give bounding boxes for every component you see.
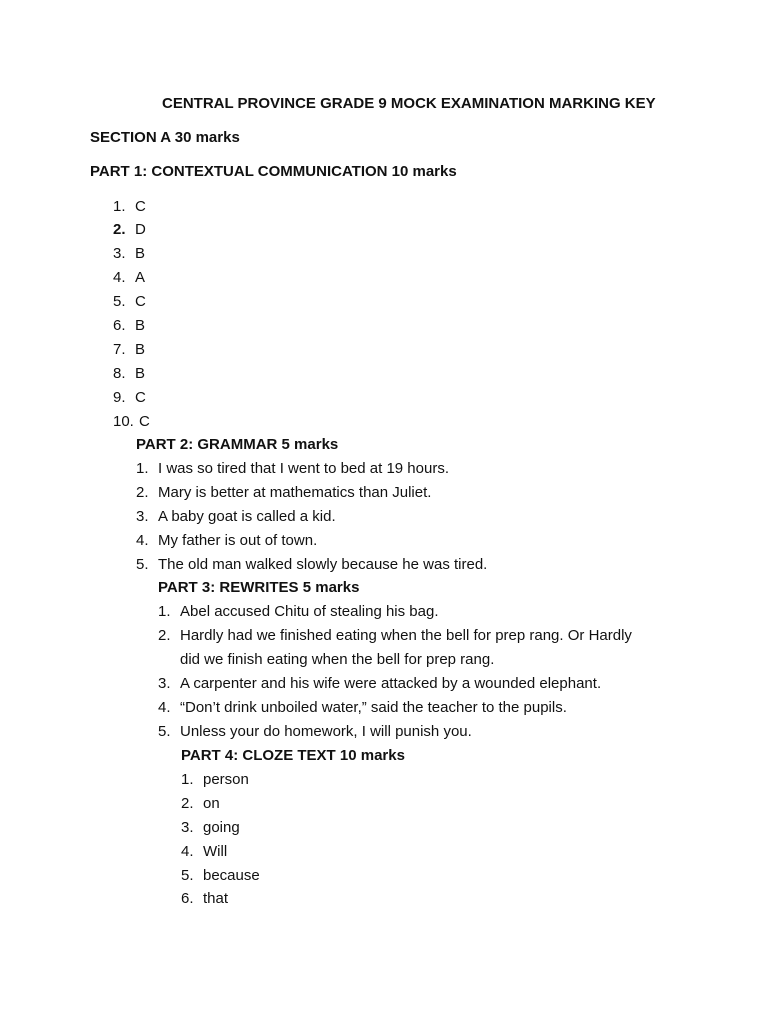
item-number: 4.	[158, 699, 171, 716]
list-item	[113, 244, 145, 264]
item-answer: because	[203, 867, 260, 884]
item-answer: B	[135, 365, 146, 382]
item-answer: B	[135, 317, 146, 334]
list-item	[181, 842, 227, 862]
list-item	[158, 602, 439, 622]
item-number: 4.	[113, 269, 126, 286]
item-answer: that	[203, 890, 229, 907]
item-number: 3.	[113, 245, 126, 262]
list-item	[158, 674, 601, 694]
list-item	[158, 722, 472, 742]
part3-heading: PART 3: REWRITES 5 marks	[158, 579, 360, 596]
list-item	[113, 340, 145, 360]
item-number: 3.	[136, 508, 149, 525]
item-answer: The old man walked slowly because he was tired.	[158, 556, 488, 573]
item-answer: C	[135, 198, 146, 215]
list-item	[181, 770, 249, 790]
list-item	[181, 866, 260, 886]
list-item	[136, 459, 449, 479]
list-item	[113, 388, 146, 408]
item-answer: B	[135, 245, 146, 262]
list-item	[181, 818, 240, 838]
item-number: 5.	[158, 723, 171, 740]
item-number: 9.	[113, 389, 126, 406]
item-number: 3.	[158, 675, 171, 692]
item-answer: A	[135, 269, 146, 286]
item-answer: Mary is better at mathematics than Juliet.	[158, 484, 432, 501]
list-item	[136, 483, 431, 503]
item-answer: I was so tired that I went to bed at 19 hours.	[158, 460, 449, 477]
item-number: 1.	[158, 603, 171, 620]
item-number: 1.	[113, 198, 126, 215]
list-item	[136, 555, 487, 575]
item-number: 4.	[136, 532, 149, 549]
item-answer: A carpenter and his wife were attacked by a wounded elephant.	[180, 675, 602, 692]
list-item	[181, 794, 220, 814]
item-answer: Unless your do homework, I will punish you.	[180, 723, 472, 740]
item-answer: Hardly had we finished eating when the bell for prep rang. Or Hardly	[180, 627, 632, 644]
document-title: CENTRAL PROVINCE GRADE 9 MOCK EXAMINATION MARKING KEY	[162, 95, 656, 112]
part1-heading: PART 1: CONTEXTUAL COMMUNICATION 10 marks	[90, 163, 457, 180]
list-item	[113, 316, 145, 336]
item-number: 5.	[136, 556, 149, 573]
item-answer: My father is out of town.	[158, 532, 318, 549]
list-item	[113, 412, 150, 432]
list-item	[113, 197, 146, 217]
item-answer: C	[135, 293, 146, 310]
item-number: 1.	[136, 460, 149, 477]
list-item	[113, 220, 146, 240]
item-answer: person	[203, 771, 249, 788]
item-number: 5.	[113, 293, 126, 310]
item-answer-continuation: did we finish eating when the bell for prep rang.	[180, 651, 495, 668]
part4-heading: PART 4: CLOZE TEXT 10 marks	[181, 747, 405, 764]
item-answer: C	[135, 389, 146, 406]
item-answer: Abel accused Chitu of stealing his bag.	[180, 603, 439, 620]
item-answer: D	[135, 221, 146, 238]
list-item	[113, 364, 145, 384]
item-number: 7.	[113, 341, 126, 358]
item-number: 4.	[181, 843, 194, 860]
item-number: 10.	[113, 413, 134, 430]
section-a-heading: SECTION A 30 marks	[90, 129, 240, 146]
item-number: 2.	[181, 795, 194, 812]
item-answer: A baby goat is called a kid.	[158, 508, 336, 525]
item-answer: on	[203, 795, 220, 812]
item-answer: “Don’t drink unboiled water,” said the teacher to the pupils.	[180, 699, 567, 716]
item-number: 8.	[113, 365, 126, 382]
item-number: 6.	[113, 317, 126, 334]
item-answer: B	[135, 341, 146, 358]
item-number: 2.	[136, 484, 149, 501]
item-number: 6.	[181, 890, 194, 907]
part2-heading: PART 2: GRAMMAR 5 marks	[136, 436, 339, 453]
list-item	[158, 626, 632, 646]
list-item	[136, 531, 317, 551]
item-answer: C	[139, 413, 150, 430]
list-item	[181, 889, 228, 909]
item-answer: Will	[203, 843, 228, 860]
item-number: 2.	[158, 627, 171, 644]
item-answer: going	[203, 819, 240, 836]
item-number: 3.	[181, 819, 194, 836]
list-item	[113, 292, 146, 312]
list-item	[136, 507, 336, 527]
item-number: 5.	[181, 867, 194, 884]
list-item	[113, 268, 145, 288]
list-item	[158, 698, 567, 718]
item-number: 2.	[113, 221, 126, 238]
item-number: 1.	[181, 771, 194, 788]
